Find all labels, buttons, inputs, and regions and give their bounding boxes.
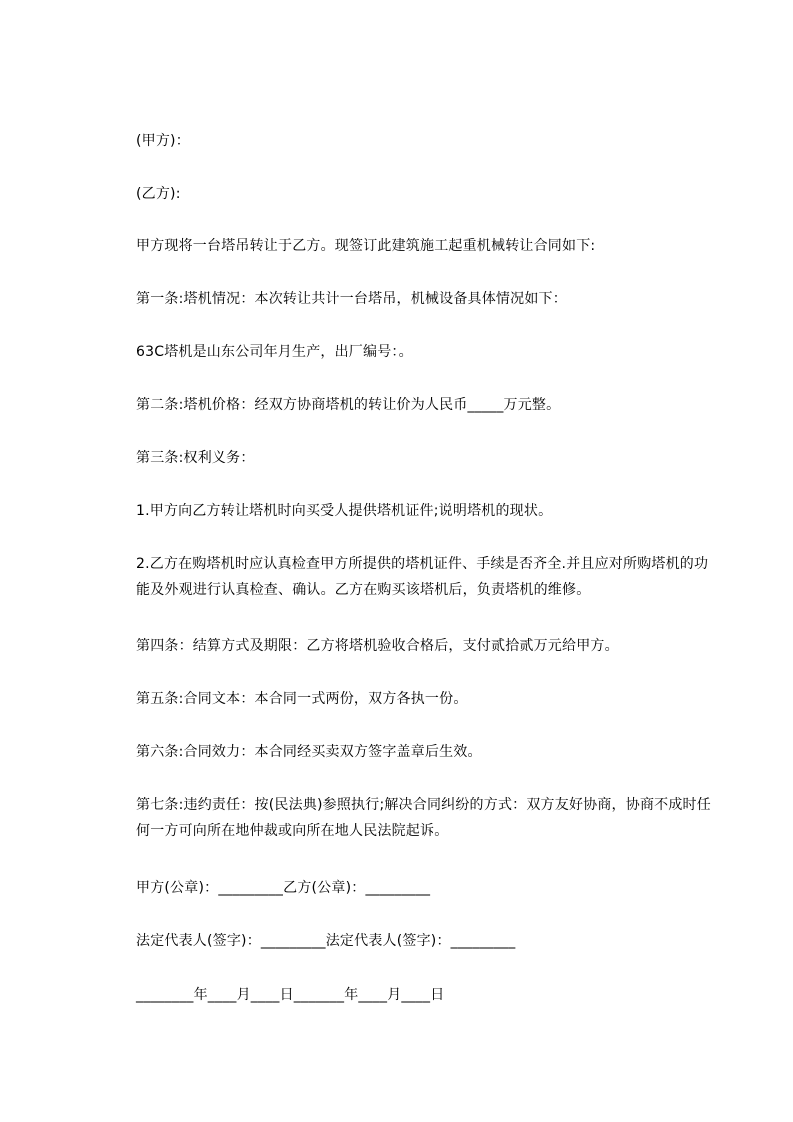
article-4: 第四条：结算方式及期限：乙方将塔机验收合格后，支付贰拾贰万元给甲方。 xyxy=(136,638,619,654)
article-5: 第五条:合同文本：本合同一式两份，双方各执一份。 xyxy=(136,691,468,707)
article-3-item-2: 2.乙方在购塔机时应认真检查甲方所提供的塔机证件、手续是否齐全.并且应对所购塔机的功能及外观进行认真检查、确认。乙方在购买该塔机后，负责塔机的维修。 xyxy=(136,556,709,598)
article-7: 第七条:违约责任：按(民法典)参照执行;解决合同纠纷的方式：双方友好协商，协商不成时任何一方可向所在地仲裁或向所在地人民法院起诉。 xyxy=(136,797,711,839)
article-2: 第二条:塔机价格：经双方协商塔机的转让价为人民币_____万元整。 xyxy=(136,397,561,413)
article-6: 第六条:合同效力：本合同经买卖双方签字盖章后生效。 xyxy=(136,744,482,760)
intro-paragraph: 甲方现将一台塔吊转让于乙方。现签订此建筑施工起重机械转让合同如下: xyxy=(136,238,596,254)
article-1: 第一条:塔机情况：本次转让共计一台塔吊，机械设备具体情况如下： xyxy=(136,291,567,307)
date-line: ________年____月____日_______年____月____日 xyxy=(136,987,445,1003)
article-3: 第三条:权利义务： xyxy=(136,450,255,466)
seal-line: 甲方(公章)：_________乙方(公章)：_________ xyxy=(136,880,431,896)
article-3-item-1: 1.甲方向乙方转让塔机时向买受人提供塔机证件;说明塔机的现状。 xyxy=(136,503,553,519)
crane-info: 63C塔机是山东公司年月生产，出厂编号：。 xyxy=(136,344,413,360)
representative-line: 法定代表人(签字)：_________法定代表人(签字)：_________ xyxy=(136,933,516,949)
party-a-line: (甲方)： xyxy=(136,133,190,149)
party-b-line: (乙方): xyxy=(136,186,181,202)
